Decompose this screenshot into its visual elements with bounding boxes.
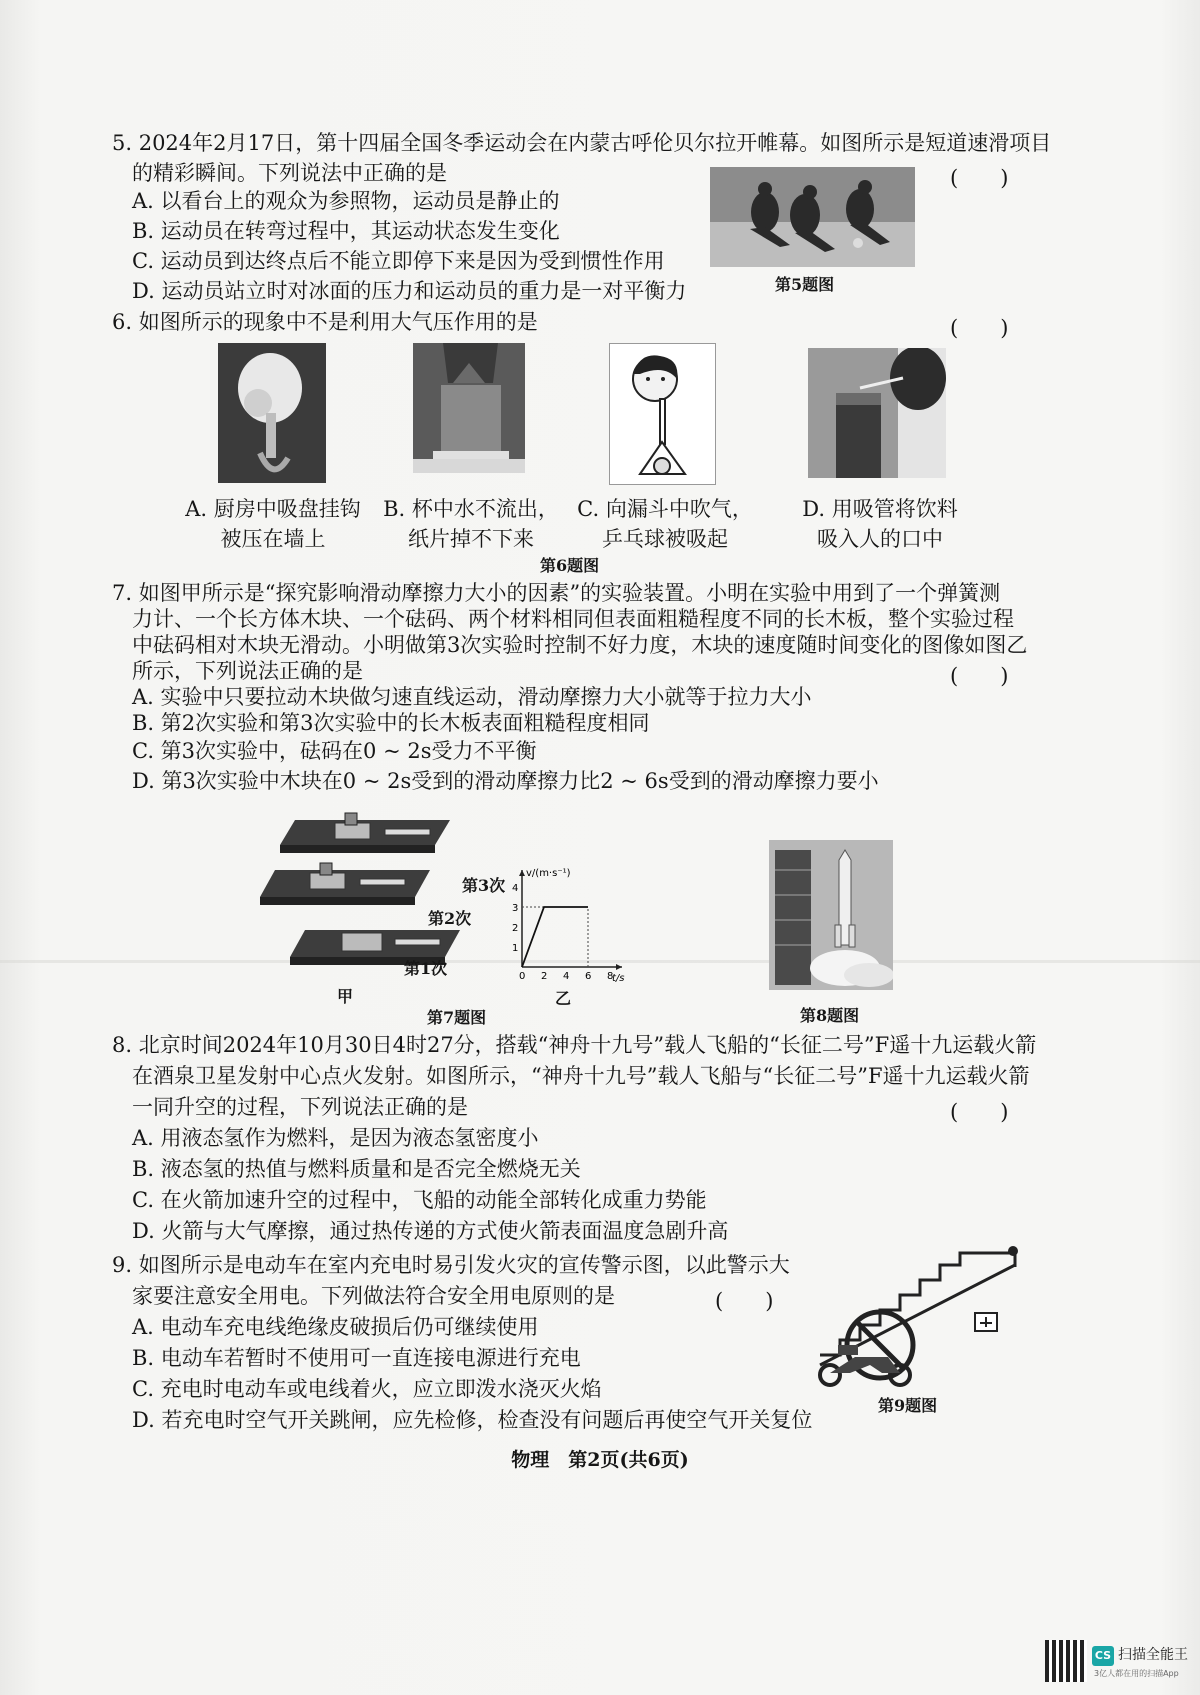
trial-2-board [260, 863, 430, 905]
q6-option-c [570, 494, 760, 554]
q6-option-b-line2: 纸片掉不下来 [408, 527, 534, 551]
q8-figure-caption: 第8题图 [800, 1006, 860, 1025]
q7-option-b: B. 第2次实验和第3次实验中的长木板表面粗糙程度相同 [132, 711, 650, 735]
funnel-blow-drawing [609, 343, 716, 485]
x-tick-label: 6 [585, 971, 592, 982]
q9-option-b: B. 电动车若暂时不使用可一直连接电源进行充电 [132, 1346, 581, 1370]
q6-option-d [785, 494, 975, 554]
q7-stem-line2: 力计、一个长方体木块、一个砝码、两个材料相同但表面粗糙程度不同的长木板，整个实验过程 [132, 607, 1014, 631]
trial-1-label: 第1次 [404, 959, 448, 978]
q6-option-a-line1: A. 厨房中吸盘挂钩 [185, 497, 361, 521]
trial-3-board [280, 813, 450, 853]
q9-figure-caption: 第9题图 [878, 1396, 938, 1415]
q6-option-d-line1: D. 用吸管将饮料 [802, 497, 958, 521]
q9-answer-paren: ( ) [715, 1289, 774, 1313]
scanner-tagline: 3亿人都在用的扫描App [1094, 1669, 1179, 1678]
q9-option-d: D. 若充电时空气开关跳闸，应先检修，检查没有问题后再使空气开关复位 [132, 1408, 813, 1432]
q5-option-c: C. 运动员到达终点后不能立即停下来是因为受到惯性作用 [132, 249, 665, 273]
y-axis-label: v/(m·s⁻¹) [526, 868, 571, 879]
qr-code-icon [1045, 1640, 1087, 1682]
paper-cup-photo [413, 343, 525, 473]
ebike-warning-illustration [800, 1245, 1025, 1395]
q9-stem-line2: 家要注意安全用电。下列做法符合安全用电原则的是 [132, 1284, 615, 1308]
q9-option-c: C. 充电时电动车或电线着火，应立即泼水浇灭火焰 [132, 1377, 602, 1401]
q6-option-c-line1: C. 向漏斗中吹气， [577, 497, 753, 521]
q5-option-d: D. 运动员站立时对冰面的压力和运动员的重力是一对平衡力 [132, 279, 687, 303]
q7-answer-paren: ( ) [950, 664, 1009, 688]
suction-hook-photo [218, 343, 326, 483]
q7-option-c: C. 第3次实验中，砝码在0 ~ 2s受力不平衡 [132, 739, 537, 763]
q5-stem-line1: 5. 2024年2月17日，第十四届全国冬季运动会在内蒙古呼伦贝尔拉开帷幕。如图所示是短道速滑项目 [112, 131, 1052, 155]
q8-stem-line3: 一同升空的过程，下列说法正确的是 [132, 1095, 468, 1119]
q8-option-c: C. 在火箭加速升空的过程中，飞船的动能全部转化成重力势能 [132, 1188, 707, 1212]
q9-option-a: A. 电动车充电线绝缘皮破损后仍可继续使用 [132, 1315, 539, 1339]
x-tick-label: 8 [607, 971, 614, 982]
q5-figure-caption: 第5题图 [775, 275, 835, 294]
q6-figure-caption: 第6题图 [540, 556, 600, 575]
speed-skating-photo [710, 167, 915, 267]
y-tick-label: 1 [512, 943, 519, 954]
scanner-app-name: 扫描全能王 [1118, 1647, 1188, 1663]
q5-answer-paren: ( ) [950, 166, 1009, 190]
q7-figure-caption: 第7题图 [427, 1008, 487, 1027]
camscanner-logo-icon: CS [1092, 1646, 1114, 1666]
velocity-time-graph [500, 862, 640, 982]
q5-stem-line2: 的精彩瞬间。下列说法中正确的是 [132, 161, 447, 185]
friction-apparatus-figure [250, 805, 500, 1005]
q6-answer-paren: ( ) [950, 316, 1009, 340]
q7-stem-line4: 所示，下列说法正确的是 [132, 659, 363, 683]
y-tick-label: 4 [512, 883, 519, 894]
page-footer: 物理 第2页(共6页) [511, 1449, 689, 1471]
q5-option-a: A. 以看台上的观众为参照物，运动员是静止的 [132, 189, 560, 213]
trial-2-label: 第2次 [428, 909, 472, 928]
velocity-line [522, 907, 588, 967]
q6-option-a [178, 494, 368, 554]
x-tick-label: 0 [519, 971, 526, 982]
fig-jia-label: 甲 [337, 987, 354, 1006]
x-axis-label: t/s [612, 973, 625, 982]
q6-option-b-line1: B. 杯中水不流出， [383, 497, 559, 521]
q8-stem-line2: 在酒泉卫星发射中心点火发射。如图所示，“神舟十九号”载人飞船与“长征二号”F遥十九运载火箭 [132, 1064, 1030, 1088]
q8-option-d: D. 火箭与大气摩擦，通过热传递的方式使火箭表面温度急剧升高 [132, 1219, 729, 1243]
fig-yi-label: 乙 [555, 989, 572, 1008]
q8-stem-line1: 8. 北京时间2024年10月30日4时27分，搭载“神舟十九号”载人飞船的“长征二号”F遥十九运载火箭 [112, 1033, 1037, 1057]
q6-option-a-line2: 被压在墙上 [220, 527, 326, 551]
y-tick-label: 3 [512, 903, 519, 914]
q7-stem-line1: 7. 如图甲所示是“探究影响滑动摩擦力大小的因素”的实验装置。小明在实验中用到了一个弹簧测 [112, 581, 1001, 605]
q6-stem: 6. 如图所示的现象中不是利用大气压作用的是 [112, 310, 538, 334]
x-tick-label: 4 [563, 971, 570, 982]
x-tick-label: 2 [541, 971, 548, 982]
x-axis-arrow [616, 964, 622, 970]
y-axis-arrow [519, 870, 525, 876]
q7-stem-line3: 中砝码相对木块无滑动。小明做第3次实验时控制不好力度，木块的速度随时间变化的图像如图乙 [132, 633, 1028, 657]
trial-3-label: 第3次 [462, 876, 506, 895]
q7-option-d: D. 第3次实验中木块在0 ~ 2s受到的滑动摩擦力比2 ~ 6s受到的滑动摩擦力要小 [132, 769, 879, 793]
y-tick-label: 2 [512, 923, 519, 934]
straw-drink-photo [808, 348, 946, 478]
q5-option-b: B. 运动员在转弯过程中，其运动状态发生变化 [132, 219, 560, 243]
q6-option-b [376, 494, 566, 554]
q6-option-c-line2: 乒乓球被吸起 [602, 527, 728, 551]
rocket-launch-photo [769, 840, 893, 990]
q8-option-b: B. 液态氢的热值与燃料质量和是否完全燃烧无关 [132, 1157, 581, 1181]
q9-stem-line1: 9. 如图所示是电动车在室内充电时易引发火灾的宣传警示图，以此警示大 [112, 1253, 790, 1277]
q7-option-a: A. 实验中只要拉动木块做匀速直线运动，滑动摩擦力大小就等于拉力大小 [132, 685, 812, 709]
q8-option-a: A. 用液态氢作为燃料，是因为液态氢密度小 [132, 1126, 539, 1150]
q6-option-d-line2: 吸入人的口中 [817, 527, 943, 551]
q8-answer-paren: ( ) [950, 1100, 1009, 1124]
